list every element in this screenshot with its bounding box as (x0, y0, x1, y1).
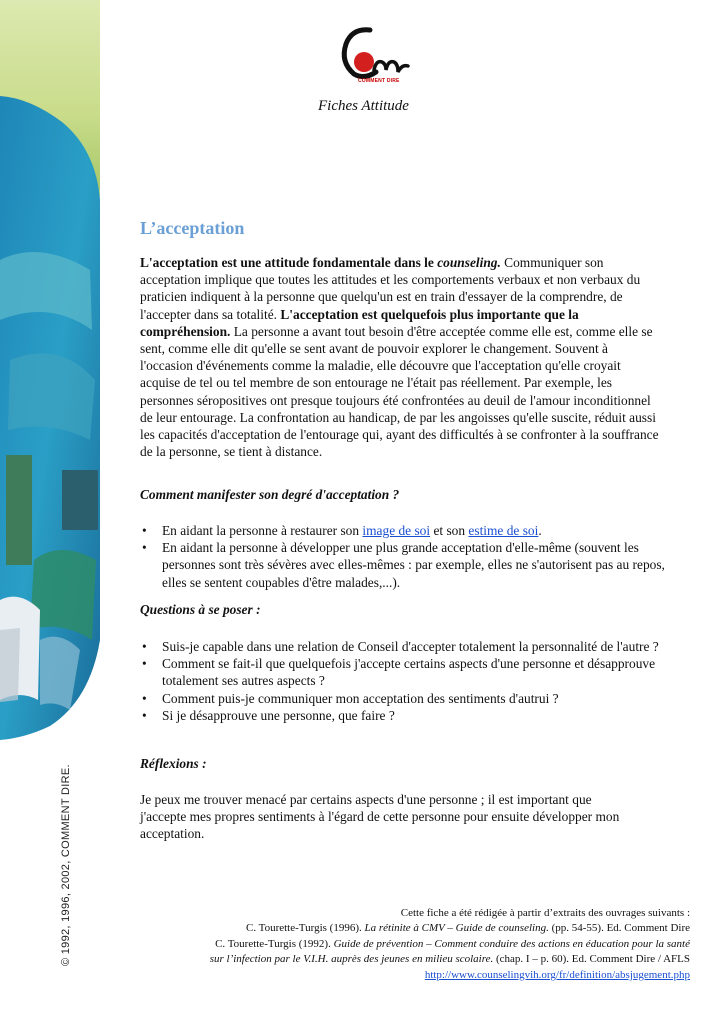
references-block (210, 906, 690, 983)
estime-de-soi-link[interactable]: estime de soi (468, 523, 539, 538)
list-item-text: et son (430, 523, 469, 538)
copyright-notice: © 1992, 1996, 2002, COMMENT DIRE. (60, 764, 72, 966)
source-url-link[interactable]: http://www.counselingvih.org/fr/definition/absjugement.php (424, 968, 690, 981)
intro-text-2: La personne a avant tout besoin d'être acceptée comme elle est, comme elle se sent, comme elle dit qu'elle se sent avant de pouvoir explorer le changement. Souvent à l'occasion d'événements comme la maladie, elle découvre que l'acceptation qu'elle croyait acquise de tel ou tel membre de son entourage ne l'était pas réellement. Par exemple, les personnes séropositives ont presque toujours été confrontées au deuil de l'amour inconditionnel de leur entourage. La confrontation au handicap, de par les angoisses qu'elle suscite, réduit aussi les capacités d'acceptation de l'entourage qui, ayant des difficultés à se confronter à la souffrance de la personne, se tient à distance. (140, 323, 659, 460)
list-item: • Comment se fait-il que quelquefois j'accepte certains aspects d'une personne et désapprouve totalement ses autres aspects ? (140, 655, 690, 689)
list-item: • Si je désapprouve une personne, que faire ? (140, 707, 690, 724)
intro-bold-1: L'acceptation est une attitude fondamentale dans le (140, 255, 438, 270)
intro-text-1: Communiquer son acceptation implique que toutes les attitudes et les comportements verbaux et non verbaux du praticien indiquent à la personne que quelqu'un est en train d'essayer de la comprendre, de l'accepter dans sa totalité. (140, 255, 641, 322)
side-painting-art (0, 0, 100, 740)
manifester-list (140, 522, 690, 591)
list-item (140, 522, 690, 539)
reference-2-line-2: sur l’infection par le V.I.H. auprès des jeunes en milieu scolaire. (chap. I – p. 60). Ed. Comment Dire / AFLS (209, 953, 690, 966)
reflexions-paragraph: Je peux me trouver menacé par certains aspects d'une personne ; il est important que j'accepte mes propres sentiments à l'égard de cette personne pour ensuite développer mon acceptation. (140, 792, 620, 842)
intro-paragraph (140, 254, 660, 460)
list-item-text: . (538, 523, 542, 538)
section-heading-questions: Questions à se poser : (140, 602, 261, 617)
list-item: • Comment puis-je communiquer mon acceptation des sentiments d'autrui ? (140, 690, 690, 707)
list-item-text: En aidant la personne à restaurer son (162, 523, 363, 538)
page-title: L’acceptation (140, 218, 245, 238)
list-item: • Suis-je capable dans une relation de Conseil d'accepter totalement la personnalité de l'autre ? (140, 638, 690, 655)
section-heading-manifester: Comment manifester son degré d'acceptation ? (140, 487, 400, 502)
questions-list (140, 638, 690, 724)
intro-bold-2: L'acceptation est quelquefois plus importante que la compréhension. (140, 306, 579, 339)
reference-2-line-1: C. Tourette-Turgis (1992). Guide de prévention – Comment conduire des actions en éducation pour la santé (215, 937, 690, 950)
logo-caption: COMMENT DIRE (358, 78, 400, 84)
section-heading-reflexions: Réflexions : (140, 756, 207, 771)
references-intro: Cette fiche a été rédigée à partir d’extraits des ouvrages suivants : (400, 907, 690, 919)
image-de-soi-link[interactable]: image de soi (362, 523, 431, 538)
list-item: • En aidant la personne à développer une plus grande acceptation d'elle-même (souvent les personnes sont très sévères avec elles-mêmes : par exemple, elles ne s'autorisent pas au repos, elles se sentent coupables d'être malades,...). (140, 539, 690, 591)
header-subtitle: Fiches Attitude (318, 98, 409, 114)
intro-bold-italic: counseling. (437, 255, 501, 270)
reference-1: C. Tourette-Turgis (1996). La rétinite à CMV – Guide de counseling. (pp. 54-55). Ed. Comment Dire (245, 922, 690, 935)
